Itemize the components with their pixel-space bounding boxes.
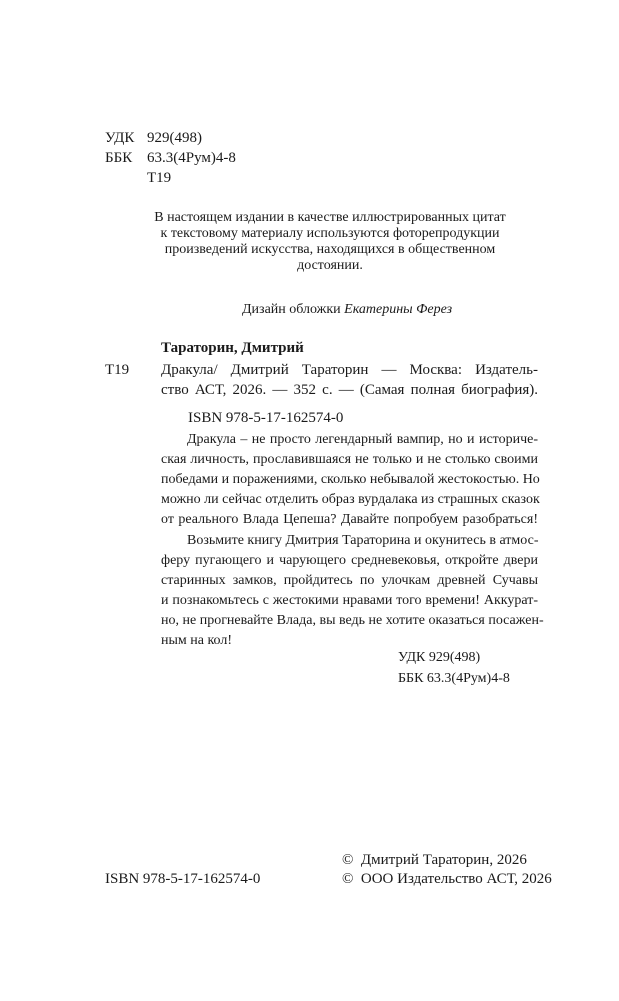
annotation-line: можно ли сейчас отделить образ вурдалака из страшных сказок	[161, 492, 540, 507]
udk-top-label: УДК	[105, 130, 135, 146]
illustration-notice	[150, 210, 510, 274]
annotation-paragraph-1	[161, 432, 538, 532]
author-sign-top: Т19	[147, 170, 172, 186]
bib-line: Дракула/ Дмитрий Тараторин — Москва: Издатель-	[161, 362, 538, 378]
author-heading: Тараторин, Дмитрий	[161, 340, 304, 356]
annotation-line: старинных замков, пройдитесь по улочкам древней Сучавы	[161, 573, 538, 588]
annotation-line: ным на кол!	[161, 633, 233, 648]
cover-design-credit	[242, 302, 452, 318]
bbk-top-row	[105, 150, 236, 167]
footer-isbn: ISBN 978-5-17-162574-0	[105, 871, 261, 887]
annotation-paragraph-2	[161, 533, 544, 653]
notice-line: В настоящем издании в качестве иллюстрированных цитат	[154, 210, 506, 225]
bbk-top-value: 63.3(4Рум)4-8	[147, 150, 236, 166]
notice-line: достоянии.	[297, 258, 363, 273]
annotation-line: Дракула – не просто легендарный вампир, но и историче-	[187, 432, 538, 447]
annotation-line: ская личность, прославившаяся не только и не столько своими	[161, 452, 538, 467]
annotation-line: но, не прогневайте Влада, вы ведь не хотите оказаться посажен-	[161, 613, 544, 628]
bbk-top-label: ББК	[105, 150, 133, 166]
bib-line: ство АСТ, 2026. — 352 с. — (Самая полная биография).	[161, 382, 538, 398]
annotation-line: Возьмите книгу Дмитрия Тараторина и окунитесь в атмос-	[187, 533, 539, 548]
copyright-author: © Дмитрий Тараторин, 2026	[342, 852, 527, 868]
annotation-line: от реального Влада Цепеша? Давайте попробуем разобраться!	[161, 512, 538, 527]
annotation-line: и познакомьтесь с жестокими нравами того времени! Аккурат-	[161, 593, 538, 608]
notice-line: произведений искусства, находящихся в общественном	[164, 242, 496, 257]
bbk-bottom: ББК 63.3(4Рум)4-8	[398, 671, 510, 686]
annotation-line: феру пугающего и чарующего средневековья, откройте двери	[161, 553, 538, 568]
bib-isbn: ISBN 978-5-17-162574-0	[188, 410, 344, 426]
cover-design-prefix: Дизайн обложки	[242, 302, 345, 317]
udk-top-row	[105, 130, 202, 147]
udk-top-value: 929(498)	[147, 130, 202, 146]
copyright-publisher: © ООО Издательство АСТ, 2026	[342, 871, 552, 887]
udk-bottom: УДК 929(498)	[398, 650, 481, 665]
notice-line: к текстовому материалу используются фоторепродукции	[160, 226, 500, 241]
cover-designer-name: Екатерины Ферез	[344, 302, 453, 317]
annotation-line: победами и поражениями, сколько небывалой жестокостью. Но	[161, 472, 540, 487]
author-sign-bib: Т19	[105, 362, 130, 378]
